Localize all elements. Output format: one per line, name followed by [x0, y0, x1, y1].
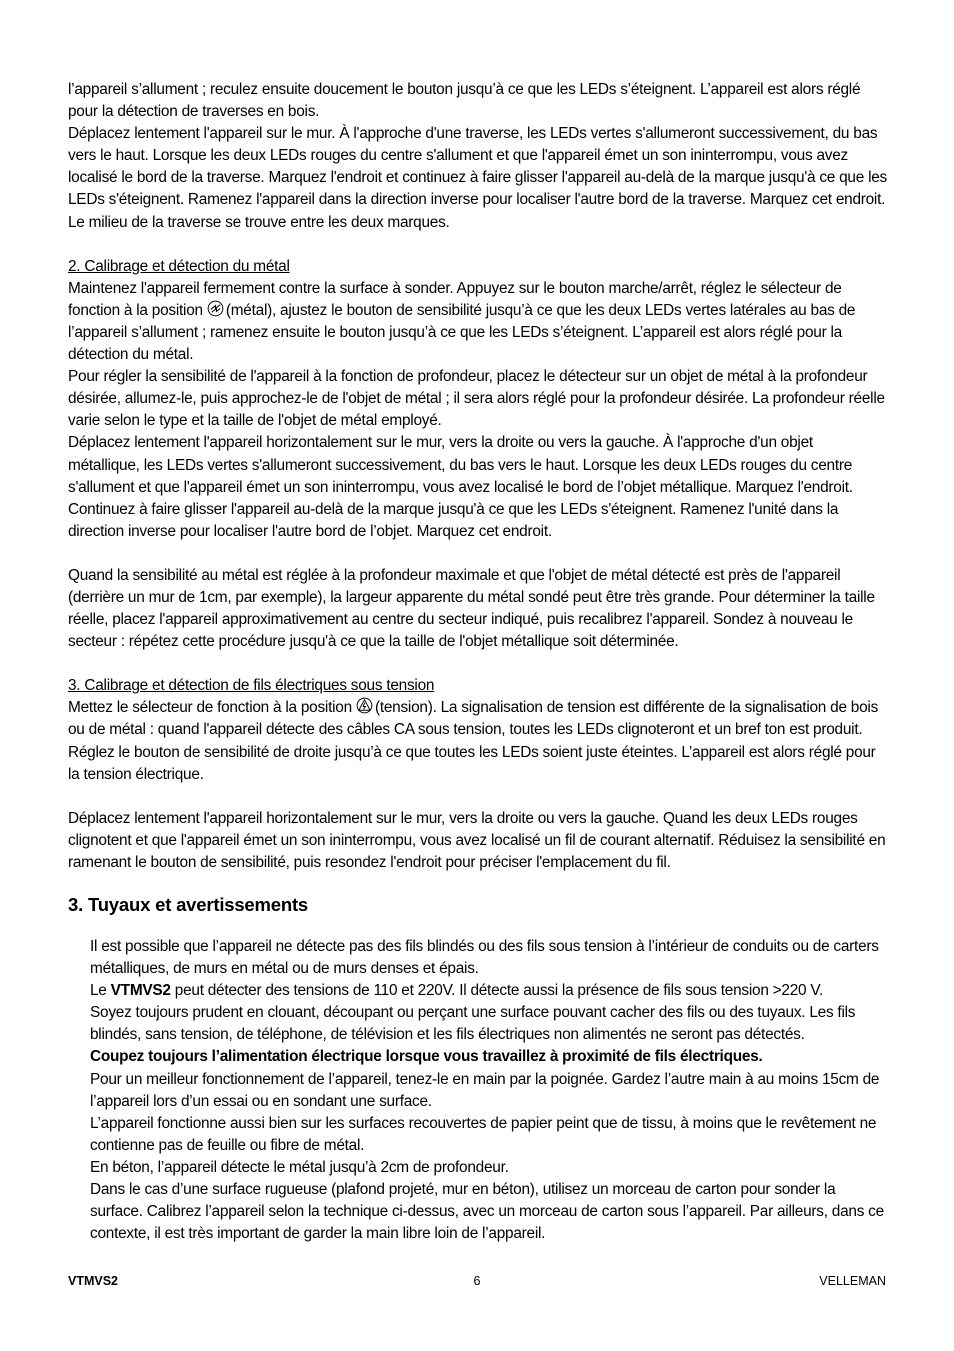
warnings-paragraph-bold: Coupez toujours l’alimentation électrique lorsque vous travaillez à proximité de fils électriques.: [90, 1048, 763, 1066]
metal-paragraph-1: Maintenez l'appareil fermement contre la surface à sonder. Appuyez sur le bouton marche/arrêt, réglez le sélecteur de fonction à la position (métal), ajustez le bouton de sensibilité jusqu’à ce que les deux LEDs vertes latérales au bas de l’appareil s’allument ; ramenez ensuite le bouton jusqu’à ce que les LEDs s’éteignent. L’appareil est alors réglé pour la détection du métal.: [68, 279, 856, 364]
footer-brand: VELLEMAN: [819, 1274, 886, 1288]
live-wire-paragraph-2: Déplacez lentement l'appareil horizontalement sur le mur, vers la droite ou vers la gauche. Quand les deux LEDs rouges clignotent et que l'appareil émet un son ininterrompu, vous avez localisé un fil de courant alternatif. Réduisez la sensibilité en ramenant le bouton de sensibilité, puis resondez l'endroit pour préciser l'emplacement du fil.: [68, 809, 886, 871]
document-body: [68, 79, 888, 1245]
footer-page-number: 6: [473, 1274, 481, 1288]
intro-paragraph-2: Déplacez lentement l'appareil sur le mur. À l'approche d'une traverse, les LEDs vertes s'allumeront successivement, du bas vers le haut. Lorsque les deux LEDs rouges du centre s'allument et que l'appareil émet un son ininterrompu, vous avez localisé le bord de la traverse. Marquez l'endroit et continuez à faire glisser l'appareil au-delà de la marque jusqu'à ce que les LEDs s'éteignent. Ramenez l'appareil dans la direction inverse pour localiser l'autre bord de la traverse. Marquez cet endroit. Le milieu de la traverse se trouve entre les deux marques.: [68, 125, 888, 231]
warnings-paragraph-2: Le VTMVS2 peut détecter des tensions de 110 et 220V. Il détecte aussi la présence de fils sous tension >220 V.: [90, 982, 823, 1000]
section-heading: 3. Tuyaux et avertissements: [68, 894, 309, 915]
metal-paragraph-3: Déplacez lentement l'appareil horizontalement sur le mur, vers la droite ou vers la gauche. À l'approche d'un objet métallique, les LEDs vertes s'allumeront successivement, du bas vers le haut. Lorsque les deux LEDs rouges du centre s'allument et que l'appareil émet un son ininterrompu, vous avez localisé le bord de l’objet métallique. Marquez l'endroit. Continuez à faire glisser l'appareil au-delà de la marque jusqu'à ce que les LEDs s'éteignent. Ramenez l'unité dans la direction inverse pour localiser l'autre bord de l’objet. Marquez cet endroit.: [68, 434, 853, 540]
model-name: VTMVS2: [110, 982, 171, 1000]
intro-paragraph-1: l’appareil s’allument ; reculez ensuite doucement le bouton jusqu’à ce que les LEDs s’éteignent. L’appareil est alors réglé pour la détection de traverses en bois.: [68, 81, 861, 121]
warnings-paragraph-5: Pour un meilleur fonctionnement de l’appareil, tenez-le en main par la poignée. Gardez l’autre main à au moins 15cm de l’appareil lors d’un essai ou en sondant une surface.: [90, 1070, 880, 1110]
warnings-paragraph-3: Soyez toujours prudent en clouant, découpant ou perçant une surface pouvant cacher des fils ou des tuyaux. Les fils blindés, sans tension, de téléphone, de télévision et les fils électriques non alimentés ne seront pas détectés.: [90, 1004, 856, 1044]
live-wire-paragraph-1: Mettez le sélecteur de fonction à la position (tension). La signalisation de tension est différente de la signalisation de bois ou de métal : quand l'appareil détecte des câbles CA sous tension, toutes les LEDs clignoteront et un bref ton est produit. Réglez le bouton de sensibilité de droite jusqu’à ce que toutes les LEDs soient juste éteintes. L’appareil est alors réglé pour la tension électrique.: [68, 699, 879, 783]
warnings-paragraph-6: L’appareil fonctionne aussi bien sur les surfaces recouvertes de papier peint que de tissu, à moins que le revêtement ne contienne pas de feuille ou fibre de métal.: [90, 1114, 877, 1154]
metal-mode-icon: [207, 300, 224, 317]
live-wire-heading: 3. Calibrage et détection de fils électriques sous tension: [68, 677, 435, 695]
voltage-mode-icon: [356, 697, 373, 714]
metal-paragraph-2: Pour régler la sensibilité de l'appareil à la fonction de profondeur, placez le détecteur sur un objet de métal à la profondeur désirée, allumez-le, puis approchez-le de l'objet de métal ; il sera alors réglé pour la profondeur désirée. La profondeur réelle varie selon le type et la taille de l'objet de métal employé.: [68, 368, 885, 430]
metal-paragraph-4: Quand la sensibilité au métal est réglée à la profondeur maximale et que l'objet de métal détecté est près de l'appareil (derrière un mur de 1cm, par exemple), la largeur apparente du métal sondé peut être très grande. Pour déterminer la taille réelle, placez l'appareil approximativement au centre du secteur indiqué, puis recalibrez l'appareil. Sondez à nouveau le secteur : répétez cette procédure jusqu'à ce que la taille de l'objet métallique soit déterminée.: [68, 566, 875, 651]
warnings-block: [90, 936, 888, 1245]
warnings-paragraph-1: Il est possible que l’appareil ne détecte pas des fils blindés ou des fils sous tension à l’intérieur de conduits ou de carters métalliques, de murs en métal ou de murs denses et épais.: [90, 938, 879, 978]
warnings-paragraph-7: En béton, l’appareil détecte le métal jusqu’à 2cm de profondeur.: [90, 1158, 509, 1176]
warnings-paragraph-8: Dans le cas d’une surface rugueuse (plafond projeté, mur en béton), utilisez un morceau de carton pour sonder la surface. Calibrez l’appareil selon la technique ci-dessus, avec un morceau de carton sous l’appareil. Par ailleurs, dans ce contexte, il est très important de garder la main libre loin de l’appareil.: [90, 1181, 884, 1243]
footer-model: VTMVS2: [68, 1274, 119, 1288]
metal-heading: 2. Calibrage et détection du métal: [68, 257, 290, 275]
